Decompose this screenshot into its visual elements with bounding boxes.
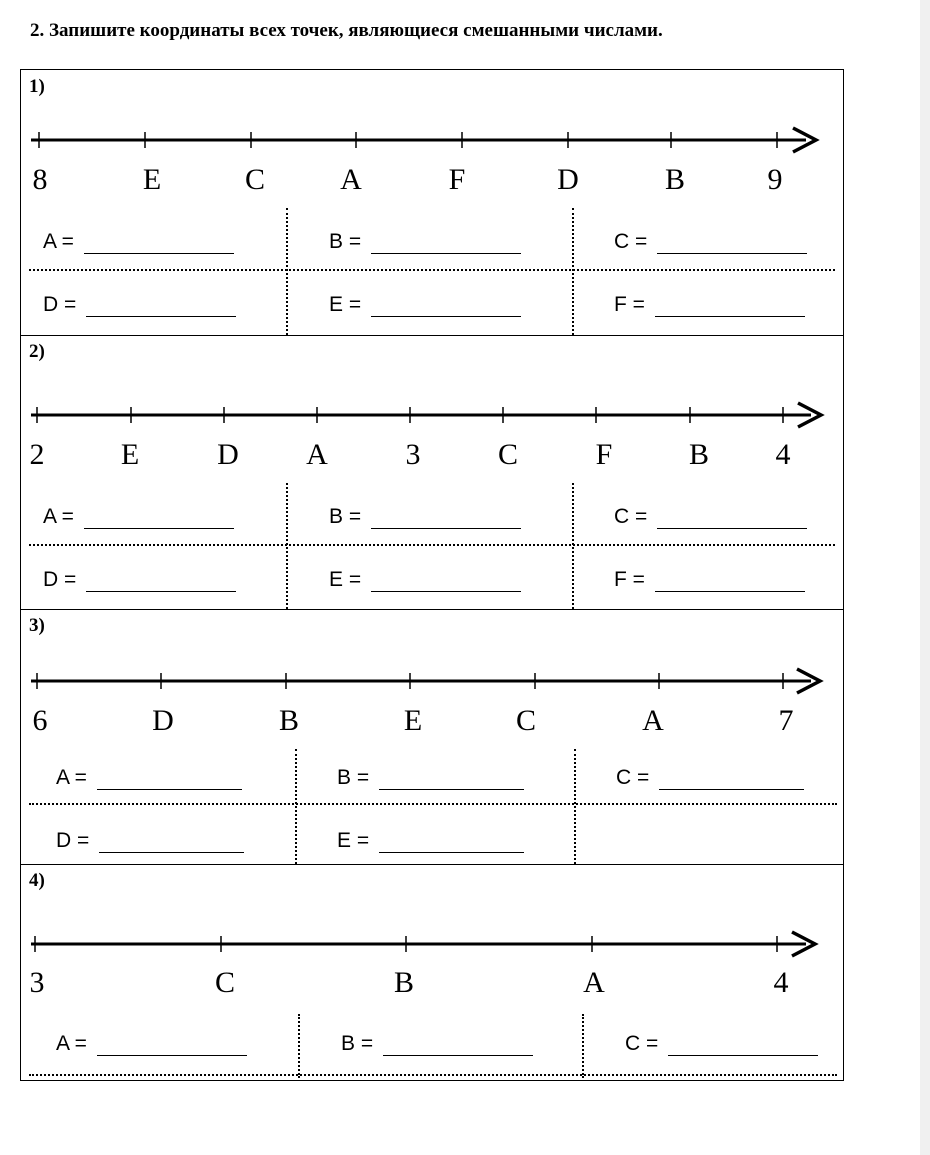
answer-label: C = (614, 230, 648, 253)
answer-blank[interactable] (657, 508, 807, 529)
answer-blank[interactable] (371, 233, 521, 254)
answer-field-b[interactable] (329, 505, 521, 529)
task-title: 2. Запишите координаты всех точек, являющиеся смешанными числами. (30, 20, 663, 41)
answer-label: D = (56, 829, 90, 852)
answer-field-b[interactable] (337, 766, 524, 790)
answer-field-e[interactable] (329, 293, 521, 317)
answer-field-d[interactable] (43, 293, 236, 317)
tick-label: 8 (32, 163, 48, 196)
section-number: 3) (29, 615, 45, 636)
point-label: B (278, 704, 300, 737)
answer-field-b[interactable] (341, 1032, 533, 1056)
point-label: D (152, 704, 174, 737)
answer-field-f[interactable] (614, 293, 805, 317)
answer-blank[interactable] (383, 1035, 533, 1056)
point-label: E (403, 704, 423, 737)
divider (574, 749, 576, 864)
answer-label: D = (43, 568, 77, 591)
answer-blank[interactable] (97, 769, 242, 790)
point-label: D (557, 163, 579, 196)
point-label: A (642, 704, 664, 737)
worksheet-frame (20, 69, 844, 1081)
answer-blank[interactable] (655, 296, 805, 317)
answer-blank[interactable] (668, 1035, 818, 1056)
point-label: C (497, 438, 519, 471)
answer-blank[interactable] (371, 508, 521, 529)
answer-label: A = (56, 1032, 87, 1055)
section-number: 2) (29, 341, 45, 362)
answer-field-b[interactable] (329, 230, 521, 254)
answer-label: F = (614, 568, 645, 591)
answer-label: C = (616, 766, 650, 789)
point-label: B (688, 438, 710, 471)
answer-label: A = (56, 766, 87, 789)
section-number: 4) (29, 870, 45, 891)
answer-label: B = (329, 505, 362, 528)
answer-blank[interactable] (371, 571, 521, 592)
answer-blank[interactable] (99, 832, 244, 853)
answer-blank[interactable] (371, 296, 521, 317)
answer-blank[interactable] (655, 571, 805, 592)
divider (295, 749, 297, 864)
answer-label: E = (329, 568, 362, 591)
answer-label: C = (614, 505, 648, 528)
answer-field-c[interactable] (625, 1032, 818, 1056)
answer-field-a[interactable] (43, 505, 234, 529)
divider (298, 1014, 300, 1078)
divider (572, 208, 574, 335)
point-label: A (583, 966, 605, 999)
tick-label: 9 (767, 163, 783, 196)
answer-label: D = (43, 293, 77, 316)
divider (29, 1074, 837, 1076)
answer-blank[interactable] (84, 508, 234, 529)
answer-field-a[interactable] (43, 230, 234, 254)
answer-field-c[interactable] (616, 766, 804, 790)
answer-field-e[interactable] (329, 568, 521, 592)
answer-field-f[interactable] (614, 568, 805, 592)
answer-label: A = (43, 230, 74, 253)
point-label: C (214, 966, 236, 999)
tick-label: 3 (29, 966, 45, 999)
point-label: C (515, 704, 537, 737)
point-label: E (120, 438, 140, 471)
section-2 (21, 335, 843, 610)
answer-field-a[interactable] (56, 766, 242, 790)
section-1 (21, 70, 843, 336)
divider (572, 483, 574, 609)
answer-field-d[interactable] (43, 568, 236, 592)
tick-label: 4 (775, 438, 791, 471)
answer-label: F = (614, 293, 645, 316)
tick-label: 3 (405, 438, 421, 471)
point-label: B (664, 163, 686, 196)
page-edge (920, 0, 930, 1155)
divider (286, 208, 288, 335)
answer-field-d[interactable] (56, 829, 244, 853)
answer-label: E = (329, 293, 362, 316)
divider (582, 1014, 584, 1078)
point-label: B (393, 966, 415, 999)
answer-field-e[interactable] (337, 829, 524, 853)
section-3 (21, 609, 843, 865)
point-label: F (448, 163, 466, 196)
divider (29, 269, 835, 271)
divider (286, 483, 288, 609)
answer-label: B = (341, 1032, 374, 1055)
answer-label: C = (625, 1032, 659, 1055)
answer-field-c[interactable] (614, 230, 807, 254)
answer-label: A = (43, 505, 74, 528)
tick-label: 4 (773, 966, 789, 999)
point-label: F (595, 438, 613, 471)
answer-blank[interactable] (659, 769, 804, 790)
tick-label: 7 (778, 704, 794, 737)
answer-label: B = (329, 230, 362, 253)
tick-label: 6 (32, 704, 48, 737)
answer-blank[interactable] (97, 1035, 247, 1056)
point-label: E (142, 163, 162, 196)
answer-blank[interactable] (84, 233, 234, 254)
point-label: C (244, 163, 266, 196)
number-line (21, 120, 845, 160)
answer-blank[interactable] (657, 233, 807, 254)
answer-blank[interactable] (86, 296, 236, 317)
point-label: A (306, 438, 328, 471)
number-line (21, 661, 845, 701)
number-line (21, 924, 845, 964)
answer-label: E = (337, 829, 370, 852)
answer-blank[interactable] (379, 769, 524, 790)
section-4 (21, 864, 843, 1080)
answer-field-c[interactable] (614, 505, 807, 529)
point-label: A (340, 163, 362, 196)
answer-blank[interactable] (86, 571, 236, 592)
answer-blank[interactable] (379, 832, 524, 853)
answer-field-a[interactable] (56, 1032, 247, 1056)
answer-label: B = (337, 766, 370, 789)
section-number: 1) (29, 76, 45, 97)
number-line (21, 395, 845, 435)
point-label: D (217, 438, 239, 471)
divider (29, 544, 835, 546)
tick-label: 2 (29, 438, 45, 471)
divider (29, 803, 837, 805)
